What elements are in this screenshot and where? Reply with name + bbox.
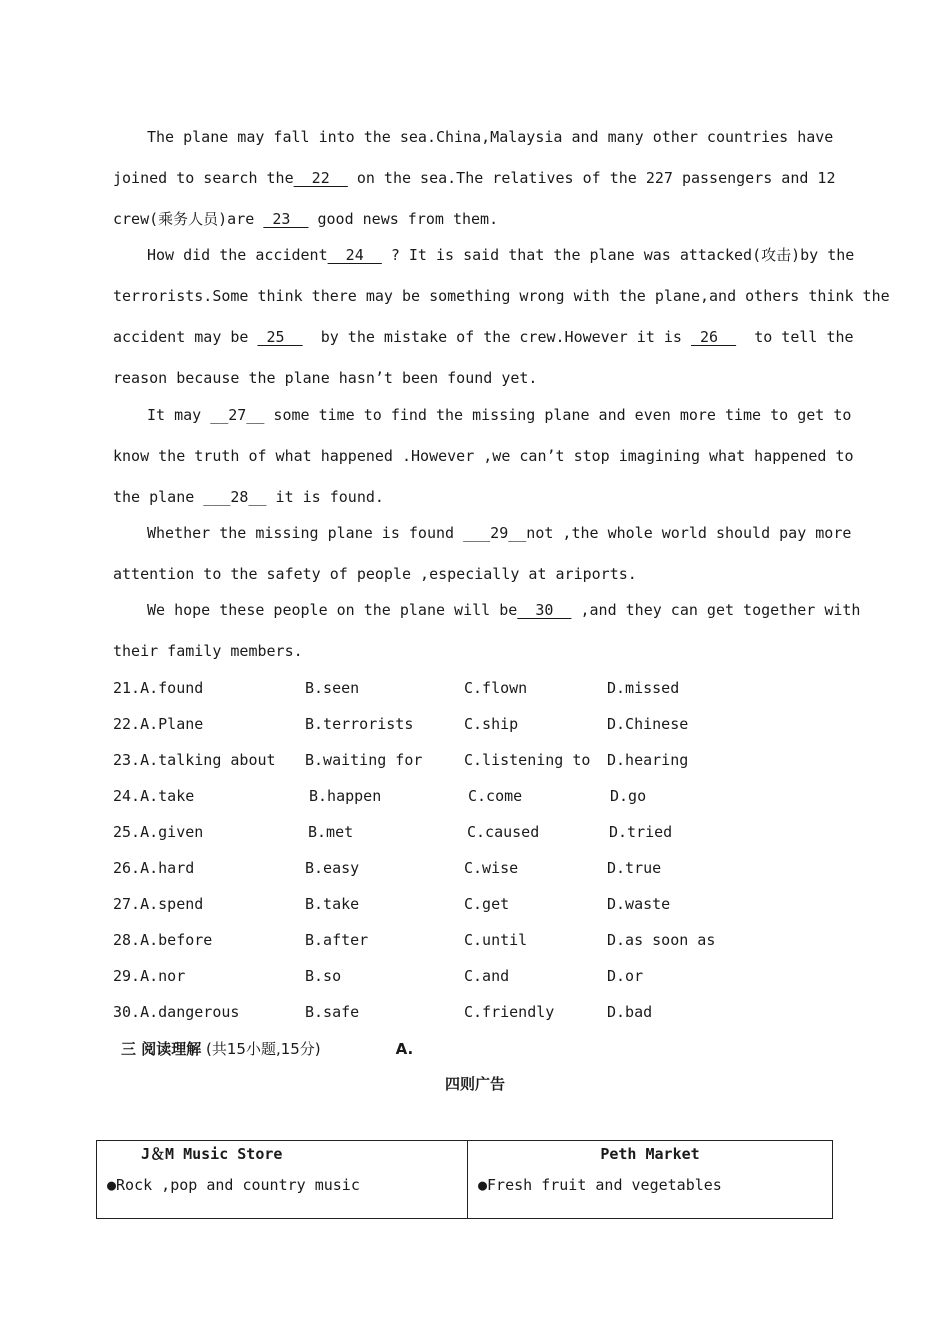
passage-line: know the truth of what happened .However ,we can’t stop imagining what happened to xyxy=(113,447,854,465)
option-d: D.tried xyxy=(609,823,673,841)
option-d: D.bad xyxy=(607,1003,653,1021)
blank-23: 23 xyxy=(263,210,309,228)
ads-table xyxy=(96,1140,833,1219)
passage-line: attention to the safety of people ,especially at ariports. xyxy=(113,565,637,583)
option-b: B.waiting for xyxy=(305,751,423,769)
option-c: C.until xyxy=(464,931,528,949)
option-b: B.met xyxy=(308,823,354,841)
question-26: 26.A.hard xyxy=(113,859,195,877)
option-c: C.caused xyxy=(467,823,540,841)
option-c: C.friendly xyxy=(464,1003,555,1021)
option-d: D.Chinese xyxy=(607,715,689,733)
passage-line: reason because the plane hasn’t been found yet. xyxy=(113,369,538,387)
option-b: B.after xyxy=(305,931,369,949)
option-b: B.take xyxy=(305,895,360,913)
option-c: C.wise xyxy=(464,859,519,877)
option-b: B.seen xyxy=(305,679,360,697)
passage-line: Whether the missing plane is found ___29__not ,the whole world should pay more xyxy=(147,524,852,542)
passage-line: The plane may fall into the sea.China,Malaysia and many other countries have xyxy=(147,128,834,146)
question-22: 22.A.Plane xyxy=(113,715,204,733)
passage-line: crew(乘务人员)are 23 good news from them. xyxy=(113,210,499,228)
blank-30: 30 xyxy=(517,601,572,619)
passage-line: terrorists.Some think there may be something wrong with the plane,and others think the xyxy=(113,287,890,305)
ad-item: ●Fresh fruit and vegetables xyxy=(478,1176,722,1194)
blank-26: 26 xyxy=(690,328,737,346)
option-b: B.happen xyxy=(309,787,382,805)
option-d: D.missed xyxy=(607,679,680,697)
question-28: 28.A.before xyxy=(113,931,213,949)
option-d: D.hearing xyxy=(607,751,689,769)
option-d: D.true xyxy=(607,859,662,877)
question-24: 24.A.take xyxy=(113,787,195,805)
ad-market xyxy=(468,1141,833,1219)
option-c: C.come xyxy=(468,787,523,805)
question-29: 29.A.nor xyxy=(113,967,186,985)
blank-25: 25 xyxy=(257,328,303,346)
option-d: D.or xyxy=(607,967,644,985)
option-c: C.get xyxy=(464,895,510,913)
section-heading: 三 阅读理解 (共15小题,15分) A. xyxy=(121,1040,414,1058)
passage-line: It may __27__ some time to find the missing plane and even more time to get to xyxy=(147,406,852,424)
ad-title: J＆M Music Store xyxy=(141,1145,283,1163)
option-c: C.and xyxy=(464,967,510,985)
option-d: D.as soon as xyxy=(607,931,716,949)
question-25: 25.A.given xyxy=(113,823,204,841)
passage-line: their family members. xyxy=(113,642,303,660)
option-b: B.so xyxy=(305,967,342,985)
option-b: B.safe xyxy=(305,1003,360,1021)
option-c: C.ship xyxy=(464,715,519,733)
ad-item: ●Rock ,pop and country music xyxy=(107,1176,360,1194)
option-c: C.listening to xyxy=(464,751,591,769)
option-b: B.easy xyxy=(305,859,360,877)
question-30: 30.A.dangerous xyxy=(113,1003,240,1021)
option-d: D.go xyxy=(610,787,647,805)
ads-title: 四则广告 xyxy=(444,1075,505,1093)
question-21: 21.A.found xyxy=(113,679,204,697)
blank-24: 24 xyxy=(327,246,382,264)
passage-line: accident may be 25 by the mistake of the crew.However it is 26 to tell the xyxy=(113,328,854,346)
ad-music-store xyxy=(97,1141,468,1219)
ad-title: Peth Market xyxy=(600,1145,700,1163)
option-c: C.flown xyxy=(464,679,528,697)
passage-line: How did the accident 24 ? It is said that the plane was attacked(攻击)by the xyxy=(147,246,855,264)
question-27: 27.A.spend xyxy=(113,895,204,913)
blank-22: 22 xyxy=(293,169,348,187)
passage-line: the plane ___28__ it is found. xyxy=(113,488,384,506)
passage-line: We hope these people on the plane will be 30 ,and they can get together with xyxy=(147,601,861,619)
question-23: 23.A.talking about xyxy=(113,751,276,769)
passage-line: joined to search the 22 on the sea.The relatives of the 227 passengers and 12 xyxy=(113,169,836,187)
option-b: B.terrorists xyxy=(305,715,414,733)
option-d: D.waste xyxy=(607,895,671,913)
